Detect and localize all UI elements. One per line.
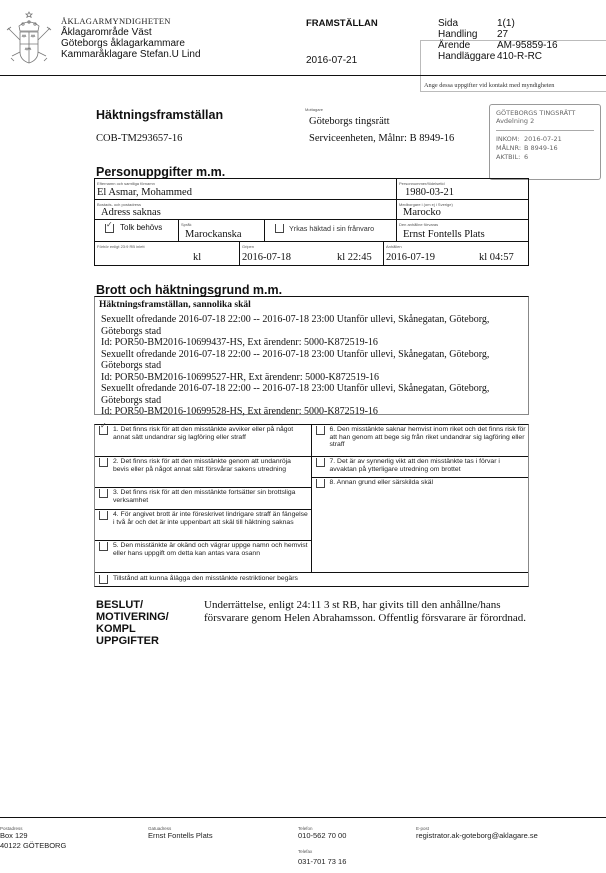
address-field[interactable]	[95, 200, 397, 219]
restrictions-checkbox[interactable]	[99, 575, 108, 584]
detained-label: Anhållen	[386, 244, 402, 249]
section-heading-crime: Brott och häktningsgrund m.m.	[96, 283, 283, 297]
form-title: Häktningsframställan	[96, 108, 224, 122]
address-label: Bostads- och postadress	[97, 202, 142, 207]
crime-list	[99, 314, 524, 418]
crime-description: Sexuellt ofredande 2016-07-18 22:00 -- 2016-07-18 23:00 Utanför ullevi, Skånegatan, Göteborg,	[101, 314, 490, 325]
detained-date: 2016-07-19	[386, 252, 435, 263]
meta-value-page: 1(1)	[497, 18, 515, 29]
phone-label: Telefon	[298, 826, 313, 831]
ground-3[interactable]	[95, 488, 311, 510]
decision-heading-line: KOMPL	[96, 623, 136, 635]
stamp-value: 6	[524, 153, 529, 161]
ground-5-checkbox[interactable]	[99, 542, 108, 551]
stamp-row	[496, 135, 594, 144]
stamp-court: GÖTEBORGS TINGSRÄTT	[496, 109, 576, 117]
ground-8-checkbox[interactable]	[316, 479, 325, 488]
stamp-division: Avdelning 2	[496, 117, 535, 125]
crime-id: Id: POR50-BM2016-10699527-HR, Ext ärendenr: 5000-K872519-16	[101, 371, 380, 383]
grounds-right-column	[312, 425, 529, 572]
recipient-label: Mottagare	[305, 107, 324, 112]
reference-note: Ange dessa uppgifter vid kontakt med myndigheten	[424, 82, 555, 89]
person-row-name	[95, 179, 528, 200]
arrested-time: kl 22:45	[337, 252, 372, 263]
court-received-stamp	[489, 104, 601, 180]
agency-name: ÅKLAGARMYNDIGHETEN	[61, 16, 171, 26]
pnr-label: Personnummer/födelsetid	[399, 181, 445, 186]
crime-box-title: Häktningsframställan, sannolika skäl	[99, 300, 251, 310]
document-date: 2016-07-21	[306, 55, 358, 66]
ground-7[interactable]	[312, 457, 529, 478]
ground-8-text: 8. Annan grund eller särskilda skäl	[329, 479, 434, 486]
arrested-date: 2016-07-18	[242, 252, 291, 263]
crime-location: Göteborgs stad	[101, 325, 162, 337]
person-row-times	[95, 242, 528, 265]
agency-region: Åklagarområde Väst	[61, 27, 152, 38]
postal-label: Postadress	[0, 826, 23, 831]
restrictions-text: Tillstånd att kunna ålägga den misstänkte restriktioner begärs	[113, 575, 298, 582]
ground-1[interactable]	[95, 425, 311, 457]
meta-label-handler: Handläggare	[438, 51, 496, 62]
crime-box	[94, 296, 529, 415]
swedish-crest-logo-icon	[4, 8, 54, 70]
absent-checkbox[interactable]	[275, 224, 284, 233]
meta-value-document: 27	[497, 29, 509, 40]
ground-1-text: 1. Det finns risk för att den misstänkte avviker eller på något annat sätt undandrar sig lagföring eller straff	[113, 426, 294, 441]
postal-line1: Box 129	[0, 831, 28, 840]
crime-description: Sexuellt ofredande 2016-07-18 22:00 -- 2016-07-18 23:00 Utanför ullevi, Skånegatan, Göteborg,	[101, 348, 490, 360]
crime-entry	[101, 314, 524, 349]
decision-heading-line: UPPGIFTER	[96, 635, 159, 647]
name-field[interactable]	[95, 179, 397, 199]
ground-2-text: 2. Det finns risk för att den misstänkte genom att undanröja bevis eller på något annat sätt försvårar sakens utredning	[113, 458, 291, 473]
phone-value: 010-562 70 00	[298, 831, 347, 840]
stamp-label: AKTBIL:	[496, 153, 521, 161]
crime-id: Id: POR50-BM2016-10699437-HS, Ext ärendenr: 5000-K872519-16	[101, 337, 378, 348]
meta-value-handler: 410-R-RC	[497, 51, 543, 62]
restrictions-request[interactable]	[95, 572, 528, 586]
crime-entry	[101, 349, 524, 384]
stamp-row	[496, 144, 594, 153]
ground-4-checkbox[interactable]	[99, 511, 108, 520]
email-link[interactable]: registrator.ak-goteborg@aklagare.se	[416, 831, 538, 840]
pnr-field[interactable]	[397, 179, 528, 199]
header-divider	[0, 75, 606, 76]
hearing-label: Förhör enligt 23:9 RB inlett	[97, 244, 145, 249]
footer-email	[416, 826, 538, 841]
agency-office: Göteborgs åklagarkammare	[61, 38, 185, 49]
absent-field[interactable]	[265, 220, 397, 241]
ground-4[interactable]	[95, 510, 311, 541]
citizenship-value: Marocko	[403, 207, 441, 218]
held-at-value: Ernst Fontells Plats	[403, 229, 485, 240]
ground-6[interactable]	[312, 425, 529, 457]
ground-6-checkbox[interactable]	[316, 426, 325, 435]
stamp-value: 2016-07-21	[524, 135, 562, 143]
stamp-label: MÅLNR:	[496, 144, 522, 152]
held-at-label: Den anhållne förvaras	[399, 222, 439, 227]
stamp-value: B 8949-16	[524, 144, 558, 152]
document-type: FRAMSTÄLLAN	[306, 18, 378, 29]
meta-label-page: Sida	[438, 18, 459, 29]
ground-2-checkbox[interactable]	[99, 458, 108, 467]
ground-3-text: 3. Det finns risk för att den misstänkte fortsätter sin brottsliga verksamhet	[113, 489, 296, 504]
decision-text: Underrättelse, enligt 24:11 3 st RB, har givits till den anhållne/hans försvarare genom Helen Abrahamsson. Offentlig försvarare är förordnad.	[204, 599, 527, 624]
meta-label-document: Handling	[438, 29, 478, 40]
citizenship-label: Medborgare i (om ej i Sverige)	[399, 202, 453, 207]
ground-4-text: 4. För angivet brott är inte föreskrivet lindrigare straff än fängelse i två år och det är inte uppenbart att skäl till häktning saknas	[113, 511, 308, 526]
ground-8[interactable]	[312, 478, 529, 572]
language-label: Språk	[181, 222, 192, 227]
detained-time: kl 04:57	[479, 252, 514, 263]
language-value: Marockanska	[185, 229, 242, 240]
crime-entry	[101, 383, 524, 418]
case-id: COB-TM293657-16	[96, 133, 183, 144]
hearing-field[interactable]	[95, 242, 240, 265]
meta-label-case: Ärende	[438, 40, 471, 51]
meta-value-case: AM-95859-16	[497, 40, 558, 51]
stamp-divider	[496, 130, 594, 131]
footer-street	[148, 826, 213, 841]
ground-2[interactable]	[95, 457, 311, 488]
interpreter-label: Tolk behövs	[120, 223, 163, 232]
crime-id: Id: POR50-BM2016-10699528-HS, Ext ärendenr: 5000-K872519-16	[101, 406, 378, 417]
decision-heading-line: MOTIVERING/	[96, 611, 169, 623]
grounds-columns	[95, 425, 528, 572]
address-value: Adress saknas	[101, 207, 161, 218]
ground-6-text: 6. Den misstänkte saknar hemvist inom riket och det finns risk för att han genom att bege sig från riket undandrar sig lagföring eller straff	[329, 426, 526, 449]
fax-label: Telefax	[298, 849, 313, 854]
interpreter-field[interactable]	[95, 220, 179, 241]
detained-field[interactable]	[384, 242, 528, 265]
fax-value: 031-701 73 16	[298, 857, 347, 866]
decision-heading	[96, 599, 169, 647]
footer-postal	[0, 826, 66, 851]
detention-grounds	[94, 424, 529, 587]
ground-3-checkbox[interactable]	[99, 489, 108, 498]
decision-heading-line: BESLUT/	[96, 599, 144, 611]
interpreter-checkbox[interactable]	[105, 224, 114, 233]
ground-7-text: 7. Det är av synnerlig vikt att den misstänkte tas i förvar i avvaktan på ytterligare utredning om brottet	[329, 458, 500, 473]
name-label: Efternamn och samtliga förnamn	[97, 181, 155, 186]
street-label: Gatuadress	[148, 826, 172, 831]
held-at-field[interactable]	[397, 220, 528, 241]
person-table	[94, 178, 529, 266]
email-label: E-post	[416, 826, 430, 831]
stamp-label: INKOM:	[496, 135, 520, 143]
arrested-label: Gripen	[242, 244, 255, 249]
ground-1-checkbox[interactable]	[99, 426, 108, 435]
recipient-court: Göteborgs tingsrätt	[309, 116, 390, 127]
arrested-field[interactable]	[240, 242, 384, 265]
ground-5-text: 5. Den misstänkte är okänd och vägrar uppge namn och hemvist eller hans uppgift om detta kan antas vara osann	[113, 542, 308, 557]
stamp-row	[496, 153, 594, 162]
postal-line2: 40122 GÖTEBORG	[0, 841, 67, 850]
ground-7-checkbox[interactable]	[316, 458, 325, 467]
grounds-left-column	[95, 425, 312, 572]
citizenship-field[interactable]	[397, 200, 528, 219]
ground-5[interactable]	[95, 541, 311, 572]
crime-location: Göteborgs stad	[101, 394, 162, 406]
crime-location: Göteborgs stad	[101, 360, 162, 371]
recipient-unit: Serviceenheten, Målnr: B 8949-16	[309, 133, 455, 144]
section-heading-person: Personuppgifter m.m.	[96, 165, 226, 179]
person-row-address	[95, 200, 528, 220]
prosecutor-name: Kammaråklagare Stefan.U Lind	[61, 49, 201, 60]
pnr-value: 1980-03-21	[405, 187, 454, 198]
crime-description: Sexuellt ofredande 2016-07-18 22:00 -- 2016-07-18 23:00 Utanför ullevi, Skånegatan, Göteborg,	[101, 383, 490, 394]
language-field[interactable]	[179, 220, 265, 241]
hearing-time: kl	[193, 252, 202, 263]
street-value: Ernst Fontells Plats	[148, 831, 213, 840]
name-value: El Asmar, Mohammed	[97, 187, 192, 198]
footer-divider	[0, 817, 606, 818]
footer-phone	[298, 826, 346, 867]
absent-label: Yrkas häktad i sin frånvaro	[289, 224, 375, 233]
person-row-interpreter	[95, 220, 528, 242]
